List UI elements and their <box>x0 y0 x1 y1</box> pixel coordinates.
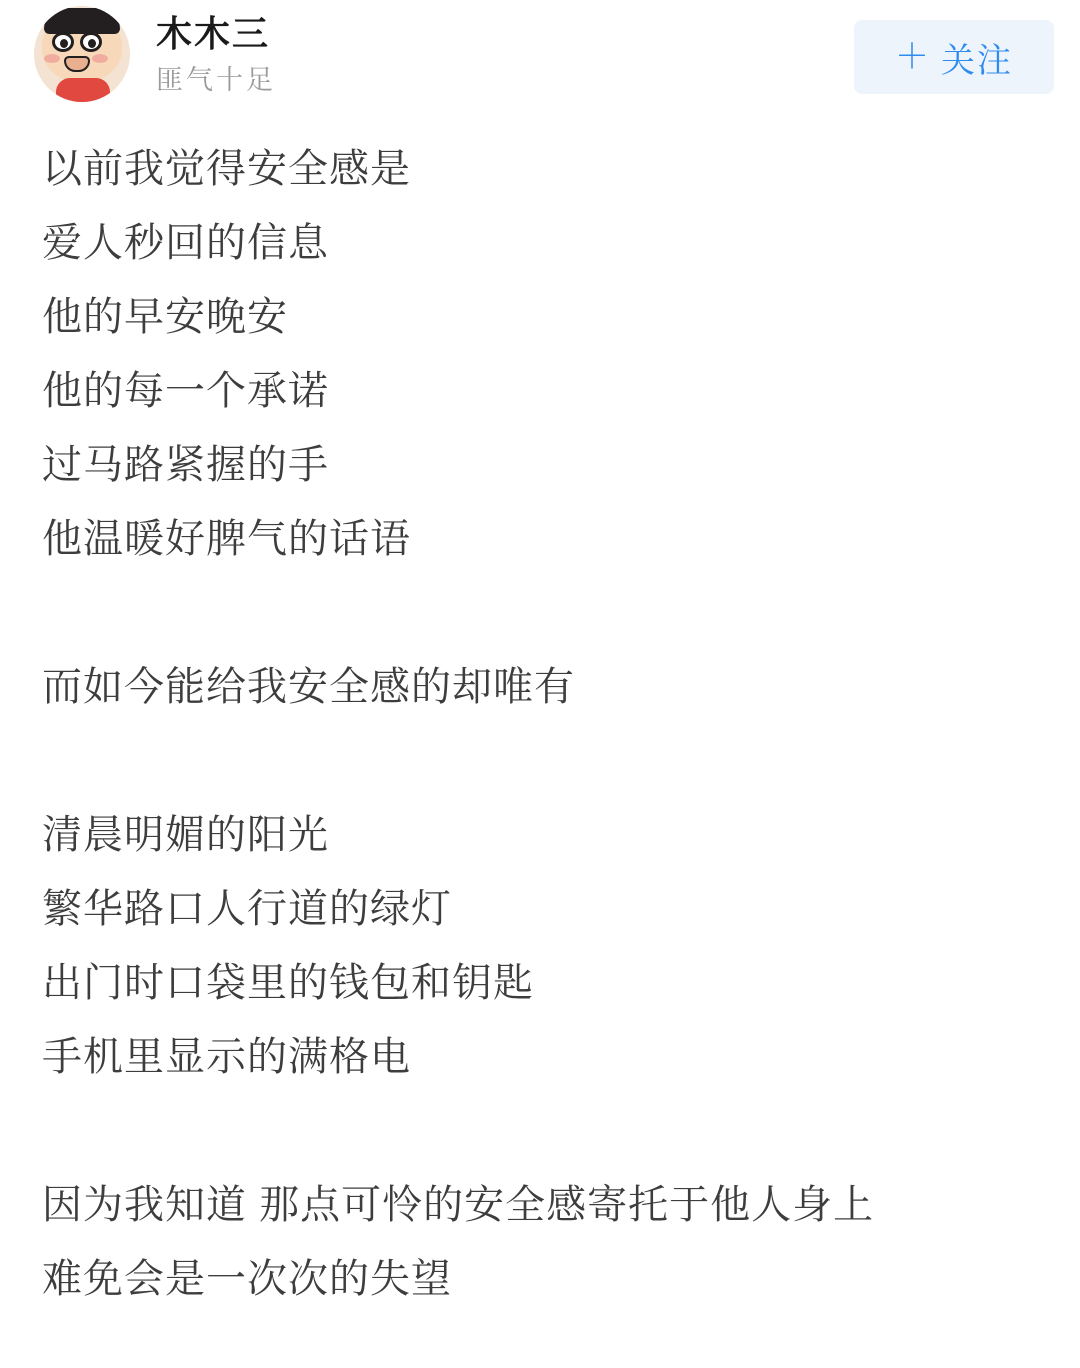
avatar-hair <box>44 8 120 34</box>
post-header <box>0 0 1080 104</box>
avatar-cheek-right <box>92 54 108 63</box>
follow-button-label: 关注 <box>941 41 1013 80</box>
post-line-blank <box>42 1094 1040 1168</box>
avatar-eye-left <box>52 32 74 52</box>
plus-icon: ＋ <box>895 38 929 76</box>
avatar-cheek-left <box>44 54 60 63</box>
post-line: 爱人秒回的信息 <box>42 221 329 265</box>
post-line: 而如今能给我安全感的却唯有 <box>42 665 575 709</box>
post-line: 因为我知道 那点可怜的安全感寄托于他人身上 <box>42 1183 875 1227</box>
avatar-pupil-right <box>88 39 96 48</box>
post-line: 他的每一个承诺 <box>42 369 329 413</box>
post-body <box>0 104 1080 1316</box>
post-line: 难免会是一次次的失望 <box>42 1257 452 1301</box>
post-line: 出门时口袋里的钱包和钥匙 <box>42 961 534 1005</box>
post-line: 过马路紧握的手 <box>42 443 329 487</box>
author-signature: 匪气十足 <box>156 65 276 96</box>
post-line: 手机里显示的满格电 <box>42 1035 411 1079</box>
post-line: 他温暖好脾气的话语 <box>42 517 411 561</box>
post-line-blank <box>42 724 1040 798</box>
avatar-eye-right <box>80 32 102 52</box>
post-line: 以前我觉得安全感是 <box>42 147 411 191</box>
author-nickname[interactable]: 木木三 <box>156 13 271 55</box>
author-identity <box>156 11 276 96</box>
follow-button[interactable] <box>854 20 1054 94</box>
post-line-blank <box>42 576 1040 650</box>
post-line: 繁华路口人行道的绿灯 <box>42 887 452 931</box>
avatar-pupil-left <box>60 39 68 48</box>
avatar-body <box>56 78 110 102</box>
avatar[interactable] <box>34 6 130 102</box>
post-line: 清晨明媚的阳光 <box>42 813 329 857</box>
post-line: 他的早安晚安 <box>42 295 288 339</box>
